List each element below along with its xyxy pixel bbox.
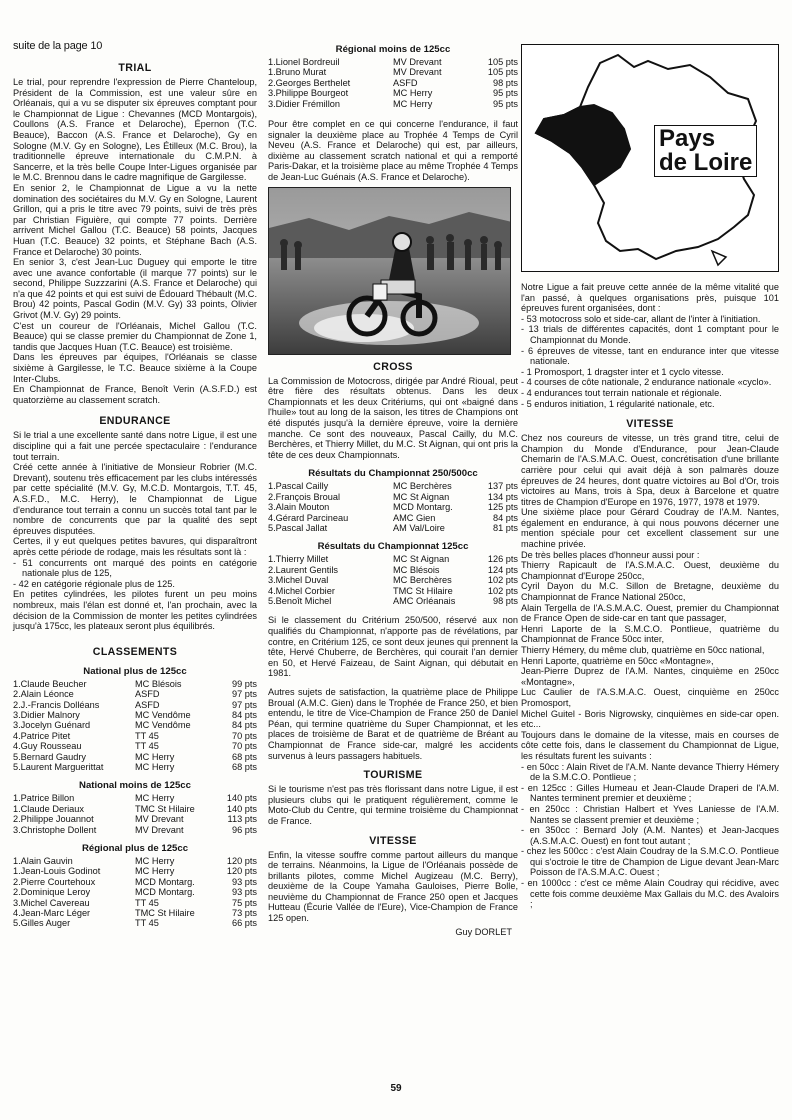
list-item: - chez les 500cc : c'est Alain Coudray de la S.M.C.O. Pontlieue qui s'octroie le titre de Champion de Ligue devant Jean-Marc Poisson de l'A.S.M.A.C. Ouest ; [521, 846, 779, 878]
list-item: - 5 enduros initiation, 1 régularité nationale, etc. [521, 398, 715, 409]
points: 68 pts [231, 761, 257, 772]
paragraph: Notre Ligue a fait preuve cette année de la même vitalité que l'an passé, à quelques organisations près, puisque 101 épreuves furent organisées, dont : [521, 282, 779, 314]
points: 70 pts [231, 741, 257, 752]
rider: 1.Alain Gauvin [13, 855, 73, 866]
points: 102 pts [487, 585, 518, 596]
paragraph: La Commission de Motocross, dirigée par André Rioual, peut être fière des résultats obtenus. Dans les deux Championnats et les deux Critériums, qui ont «baigné dans l'huile» tout au long de la saison, les titres de Champions ont été disputés jusqu'à la dernière épreuve, voire la dernière manche. Ce sont des nouveaux, Pascal Cailly, du M.C. Berchères, et Thierry Millet, du M.C. St Aignan, qui ont pris la tête de ces deux Championnats. [268, 375, 518, 460]
table-row [13, 856, 257, 866]
club: MCD Montarg. [393, 502, 453, 513]
club: MC St Aignan [393, 554, 450, 565]
club: MV Drevant [135, 824, 184, 835]
rider: 5.Pascal Jallat [268, 522, 328, 533]
points: 113 pts [227, 814, 257, 825]
map-label-line: de Loire [659, 149, 753, 176]
table-row [13, 679, 257, 689]
paragraph: Si le tourisme n'est pas très florissant dans notre Ligue, il est plusieurs clubs qui le pratiquent régulièrement, comme le Moto-Club du Centre, qui termine troisième du Championnat de France. [268, 784, 518, 826]
page-number: 59 [390, 1083, 402, 1094]
table-title: National moins de 125cc [79, 780, 191, 792]
points: 93 pts [231, 876, 257, 887]
table-row [268, 481, 518, 491]
results-table [268, 554, 518, 606]
club: MC Berchères [393, 575, 452, 586]
points: 120 pts [226, 855, 257, 866]
rider: 4.Jean-Marc Léger [13, 908, 91, 918]
points: 73 pts [231, 908, 257, 918]
rider: 3.Christophe Dollent [13, 824, 97, 835]
section-title-endurance: ENDURANCE [99, 415, 171, 428]
rider: 5.Bernard Gaudry [13, 751, 87, 762]
rider: 1.Pascal Cailly [268, 481, 329, 492]
paragraph: C'est un coureur de l'Orléanais, Michel Gallou (T.C. Beauce) qui se classe premier du Championnat de Zone 1, tandis que Jacques Huan (T.C. Beauce) est troisième. [13, 320, 257, 352]
column-middle [268, 44, 518, 937]
section-title-vitesse: VITESSE [369, 834, 417, 847]
rider: 2.Philippe Jouannot [13, 814, 94, 825]
points: 134 pts [487, 491, 518, 502]
club: TMC St Hilaire [393, 585, 453, 596]
table-row [268, 523, 518, 533]
points: 137 pts [487, 481, 518, 492]
paragraph: Le trial, pour reprendre l'expression de Pierre Chanteloup, Président de la Commission, est une valeur sûre en Orléanais, qui a vu se disputer six épreuves comptant pour le Championnat de Ligue : Chevannes (MCD Montargois), Coullons (A.S. France et Delaroche), Épernon (T.C. Beauce), Baccon (A.S. France et Delaroche), Gy en Sologne (M.V. Gy en Sologne), Les Étilleux (M.C. Brou), la traditionnelle épreuve internationale du C.M.P.N. à Sancerre, et la très belle Coupe Inter-Ligues organisée par le M.C. Brennou dans le cadre magnifique de Gargilesse. [13, 77, 257, 183]
list-item: - 42 en catégorie régionale plus de 125. [13, 578, 175, 589]
club: AMC Gien [393, 512, 436, 523]
paragraph: Henri Laporte de la S.M.C.O. Pontlieue, quatrième du Championnat de France 50cc inter, [521, 623, 779, 645]
club: MC St Aignan [393, 491, 450, 502]
list-item: - en 125cc : Gilles Humeau et Jean-Claude Draperi de l'A.M. Nantes terminent premier et deuxième ; [521, 782, 779, 804]
table-row [13, 720, 257, 730]
list-item: - 53 motocross solo et side-car, allant de l'inter à l'initiation. [521, 313, 761, 324]
rider: 1.Jean-Louis Godinot [13, 866, 101, 877]
points: 124 pts [487, 564, 518, 575]
section-title-classements: CLASSEMENTS [92, 645, 178, 658]
points: 105 pts [487, 57, 518, 67]
table-row [13, 741, 257, 751]
points: 84 pts [231, 720, 257, 731]
motocross-photo [268, 187, 511, 355]
table-row [13, 710, 257, 720]
paragraph: Dans les épreuves par équipes, l'Orléanais se classe sixième à Gargilesse, le T.C. Beauce sixième à la Coupe Inter-Clubs. [13, 352, 257, 384]
points: 102 pts [487, 575, 518, 586]
club: MC Vendôme [135, 709, 191, 720]
table-row [268, 502, 518, 512]
paragraph: De très belles places d'honneur aussi pour : [521, 549, 700, 560]
table-row [13, 887, 257, 897]
paragraph: Pour être complet en ce qui concerne l'endurance, il faut signaler la deuxième place au Trophée 4 Temps de Cyril Neveu (A.S. France et Delaroche) qui est, par ailleurs, dixième au classement scratch national et qui a remporté Paris-Dakar, et la troisième place au même Trophée 4 Temps de Jean-Luc Guénais (A.S. France et Delaroche). [268, 119, 518, 182]
points: 70 pts [231, 730, 257, 741]
table-row [13, 825, 257, 835]
club: ASFD [135, 689, 160, 700]
paragraph: Cyril Dayon du M.C. Sillon de Bretagne, deuxième du Championnat de France National 250cc, [521, 581, 779, 603]
paragraph: Créé cette année à l'initiative de Monsieur Robrier (M.C. Drevant), soutenu très efficacement par les clubs intéressés par cette spécialité (M.V. Gy, M.C.D. Montargois, T.T. 45, A.S.F.D., M.C. Herry), le Championnat de Ligue d'endurance tout terrain a connu un succès total tant par le nombre de concurrents que par la qualité des sept épreuves disputées. [13, 462, 257, 536]
points: 140 pts [226, 793, 257, 804]
list-item: - 6 épreuves de vitesse, tant en endurance inter que vitesse nationale. [521, 345, 779, 367]
points: 99 pts [231, 678, 257, 689]
club: TT 45 [135, 918, 159, 929]
results-table [13, 679, 257, 773]
paragraph: En senior 2, le Championnat de Ligue a vu la nette domination des sociétaires du M.V. Gy en Sologne, Laurent Grillon, qui a pris le titre avec 79 points, suivi de très près par Christian Figuière, qui compte 77 points. Derrière arrivent Michel Gallou (T.C. Beauce) 58 points, Jacques Huan (T.C. Beauce) 32 points, et Stéphane Bach (A.S. France et Delaroche) 30 points. [13, 182, 257, 257]
points: 98 pts [492, 596, 518, 606]
club: AM Val/Loire [393, 522, 445, 533]
table-row [13, 814, 257, 824]
paragraph: Toujours dans le domaine de la vitesse, mais en courses de côte cette fois, dans le classement du Championnat de Ligue, les résultats furent les suivants : [521, 729, 779, 761]
table-row [13, 752, 257, 762]
table-title: Régional plus de 125cc [81, 842, 189, 854]
rider: 3.Didier Frémillon [268, 98, 340, 109]
table-row [13, 793, 257, 803]
club: MC Blésois [393, 564, 440, 575]
points: 125 pts [487, 502, 518, 513]
paragraph: Henri Laporte, quatrième en 50cc «Montagne», [521, 655, 714, 666]
list-item: - en 350cc : Bernard Joly (A.M. Nantes) et Jean-Jacques (A.S.M.A.C. Ouest) en font tout autant ; [521, 825, 779, 846]
points: 105 pts [487, 67, 518, 78]
table-row [13, 908, 257, 918]
list-item: - 1 Promosport, 1 dragster inter et 1 cyclo vitesse. [521, 366, 724, 377]
rider: 1.Lionel Bordreuil [268, 57, 340, 67]
rider: 3.Jocelyn Guénard [13, 720, 91, 731]
points: 120 pts [226, 866, 257, 877]
rider: 4.Patrice Pitet [13, 730, 71, 741]
table-title: Résultats du Championnat 125cc [317, 541, 469, 553]
club: MC Herry [393, 88, 433, 99]
rider: 3.Didier Malnory [13, 709, 80, 720]
list-item: - 51 concurrents ont marqué des points en catégorie nationale plus de 125, [13, 557, 257, 579]
paragraph: En petites cylindrées, les pilotes furent un peu moins nombreux, mais l'élan est donné et, l'an prochain, avec la décision de la Commission de monter les petites cylindrées jusqu'à 175cc, les plateaux seront plus équilibrés. [13, 589, 257, 632]
table-row [268, 565, 518, 575]
rider: 5.Gilles Auger [13, 918, 71, 929]
rider: 2.François Broual [268, 491, 341, 502]
club: MC Berchères [393, 481, 452, 492]
paragraph: Une sixième place pour Gérard Coudray de l'A.M. Nantes, également en endurance, à qui nous pouvons décerner une mention spéciale pour cet excellent classement sur une machine privée. [521, 507, 779, 550]
table-row [13, 731, 257, 741]
rider: 2.Pierre Courtehoux [13, 876, 96, 887]
rider: 2.Georges Berthelet [268, 77, 351, 88]
rider: 1.Claude Beucher [13, 678, 87, 689]
paragraph: Si le trial a une excellente santé dans notre Ligue, il est une discipline qui a fait une percée spectaculaire : l'endurance tout terrain. [13, 430, 257, 462]
rider: 3.Michel Duval [268, 575, 329, 586]
photo-image [269, 188, 511, 355]
rider: 2.Alain Léonce [13, 689, 74, 700]
results-table [13, 856, 257, 929]
club: MV Drevant [393, 57, 442, 67]
table-row [13, 877, 257, 887]
club: TMC St Hilaire [135, 803, 195, 814]
points: 68 pts [231, 751, 257, 762]
points: 81 pts [492, 522, 518, 533]
club: ASFD [135, 699, 160, 710]
results-table [268, 481, 518, 533]
paragraph: Luc Caulier de l'A.S.M.A.C. Ouest, cinquième en 250cc Promosport, [521, 687, 779, 708]
table-row [13, 700, 257, 710]
table-row [268, 492, 518, 502]
table-row [268, 67, 518, 77]
club: MC Herry [135, 855, 175, 866]
rider: 5.Benoît Michel [268, 596, 332, 606]
points: 84 pts [492, 512, 518, 523]
points: 98 pts [492, 77, 518, 88]
rider: 4.Guy Rousseau [13, 741, 82, 752]
club: TT 45 [135, 897, 159, 908]
rider: 2.J.-Francis Dolléans [13, 699, 100, 710]
table-title: Résultats du Championnat 250/500cc [308, 468, 478, 480]
table-title: National plus de 125cc [83, 665, 187, 677]
rider: 5.Laurent Marguerittat [13, 761, 104, 772]
table-row [268, 596, 518, 606]
club: MC Herry [135, 793, 175, 804]
column-left [13, 40, 257, 929]
table-row [268, 99, 518, 109]
results-table [13, 793, 257, 835]
points: 66 pts [231, 918, 257, 929]
section-title-vitesse-loire: VITESSE [626, 418, 674, 431]
table-row [268, 57, 518, 67]
points: 95 pts [492, 98, 518, 109]
list-item: - en 1000cc : c'est ce même Alain Coudray qui récidive, avec cette fois comme deuxième Max Gallais du M.C. des Avaloirs ; [521, 878, 780, 910]
paragraph: Alain Tergella de l'A.S.M.A.C. Ouest, premier du Championnat de France Open de side-car en tant que passager, [521, 602, 779, 624]
region-map [521, 44, 779, 272]
points: 140 pts [226, 803, 257, 814]
points: 75 pts [231, 897, 257, 908]
section-title-trial: TRIAL [118, 62, 152, 74]
rider: 1.Thierry Millet [268, 554, 329, 565]
map-label-line: Pays [659, 125, 716, 152]
table-row [268, 78, 518, 88]
rider: 3.Philippe Bourgeot [268, 88, 349, 99]
club: MC Vendôme [135, 720, 191, 731]
table-title: Régional moins de 125cc [335, 44, 451, 55]
rider: 4.Michel Corbier [268, 585, 335, 596]
points: 95 pts [492, 88, 518, 99]
list-item: - en 250cc : Christian Halbert et Yves Laniesse de l'A.M. Nantes se classent premier et deuxième ; [521, 803, 779, 825]
section-title-cross: CROSS [373, 360, 413, 373]
table-row [13, 762, 257, 772]
points: 84 pts [231, 709, 257, 720]
paragraph: Si le classement du Critérium 250/500, réservé aux non qualifiés du Championnat, n'apporte pas de révélations, par contre, en Critérium 125, ce sont deux jeunes qui prennent la tête, Hervé Chuberre, de Berchères, qui courait l'an dernier en 50, et Hervé Faizeau, de Saint Aignan, qui débutait en 1981. [268, 615, 518, 679]
author-signature: Guy DORLET [455, 926, 512, 937]
club: AMC Orléanais [393, 596, 456, 606]
table-row [268, 575, 518, 585]
points: 97 pts [231, 699, 257, 710]
column-right [521, 44, 779, 910]
table-row [13, 804, 257, 814]
paragraph: Autres sujets de satisfaction, la quatrième place de Philippe Broual (A.M.C. Gien) dans le Trophée de France 250, et bien entendu, le titre de Vice-Champion de France 250 de Daniel Péan, qui termine quatrième du Super Championnat, et les places de troisième de Barat et de quatrième de Bréant au Championnat de France side-car, malgré les accidents survenus à leurs passagers habituels. [268, 686, 518, 761]
club: TMC St Hilaire [135, 908, 195, 918]
section-title-tourisme: TOURISME [363, 769, 423, 782]
rider: 4.Gérard Parcineau [268, 512, 349, 523]
points: 93 pts [231, 887, 257, 898]
points: 97 pts [231, 689, 257, 700]
rider: 1.Claude Deriaux [13, 803, 84, 814]
rider: 1.Bruno Murat [268, 67, 327, 78]
list-item: - en 50cc : Alain Rivet de l'A.M. Nante devance Thierry Hémery de la S.M.C.O. Pontlieue ; [521, 761, 779, 783]
table-row [13, 866, 257, 876]
points: 126 pts [487, 554, 518, 565]
paragraph: Thierry Hémery, du même club, quatrième en 50cc national, [521, 645, 765, 655]
club: MCD Montarg. [135, 887, 195, 898]
table-row [268, 88, 518, 98]
table-row [13, 918, 257, 928]
club: MC Herry [135, 761, 175, 772]
rider: 3.Michel Cavereau [13, 897, 90, 908]
rider: 2.Dominique Leroy [13, 887, 91, 898]
table-row [268, 513, 518, 523]
club: MC Blésois [135, 678, 182, 689]
club: ASFD [393, 77, 418, 88]
list-item: - 4 courses de côte nationale, 2 endurance nationale «cyclo». [521, 377, 772, 388]
club: MV Drevant [135, 814, 184, 825]
club: MCD Montarg. [135, 876, 195, 887]
rider: 3.Alain Mouton [268, 502, 330, 513]
paragraph: Thierry Rapicault de l'A.S.M.A.C. Ouest, deuxième du Championnat d'Europe 250cc, [521, 560, 779, 581]
table-row [13, 689, 257, 699]
rider: 2.Laurent Gentils [268, 564, 338, 575]
club: MC Herry [135, 866, 175, 877]
rider: 1.Patrice Billon [13, 793, 75, 804]
paragraph: Jean-Pierre Duprez de l'A.M. Nantes, cinquième en 250cc «Montagne», [521, 666, 779, 687]
club: MC Herry [135, 751, 175, 762]
continuation-kicker: suite de la page 10 [13, 40, 103, 52]
club: TT 45 [135, 730, 159, 741]
map-region-label [654, 125, 757, 177]
club: MC Herry [393, 98, 433, 109]
list-item: - 13 trials de différentes capacités, dont 1 comptant pour le Championnat du Monde. [521, 324, 779, 345]
table-row [13, 898, 257, 908]
points: 96 pts [231, 824, 257, 835]
paragraph: Certes, il y eut quelques petites bavures, qui disparaîtront après cette période de rodage, mais les résultats sont là : [13, 536, 257, 557]
table-row [268, 554, 518, 564]
club: TT 45 [135, 741, 159, 752]
paragraph: En senior 3, c'est Jean-Luc Duguey qui emporte le titre avec une avance confortable (il marque 77 points) sur le second, Philippe Suzzzarini (A.S. France et Delaroche) qui n'a que 42 points et qui est suivi de Édouard Thébault (M.C. Brou) 42 points, Pascal Godin (M.V. Gy) 33 points, Olivier Grivot (M.V. Gy) 29 points. [13, 257, 257, 321]
paragraph: Michel Guitel - Boris Nigrowsky, cinquièmes en side-car open. etc... [521, 708, 779, 730]
paragraph: Chez nos coureurs de vitesse, un très grand titre, celui de Champion du Monde d'Endurance, pour Jean-Claude Chemarin de l'A.S.M.A.C. Ouest, concrétisation d'une brillante carrière pour celui qui avait déjà à son palmarès douze épreuves de 24 heures, dont quatre victoires au Bol d'Or, trois victoires au Mans, trois à Spa, deux à Barcelone et quatre titres de Champion d'Europe en 1976, 1977, 1978 et 1979. [521, 433, 779, 507]
paragraph: Enfin, la vitesse souffre comme partout ailleurs du manque de terrains. Néanmoins, la Ligue de l'Orléanais possède de brillants pilotes, comme Michel Augizeau (M.C. Berry), deuxième de la Coupe Yamaha Gauloises, Pierre Bolle, neuvième du Championnat de France 250 open et Jacques Hutteau (Écurie Vallée de l'Eure), Vice-Champion de France 125 open. [268, 849, 518, 924]
paragraph: En Championnat de France, Benoît Verin (A.S.F.D.) est quatorzième au classement scratch. [13, 384, 257, 405]
club: MV Drevant [393, 67, 442, 78]
list-item: - 4 endurances tout terrain nationale et régionale. [521, 387, 722, 398]
results-table [268, 57, 518, 109]
table-row [268, 586, 518, 596]
